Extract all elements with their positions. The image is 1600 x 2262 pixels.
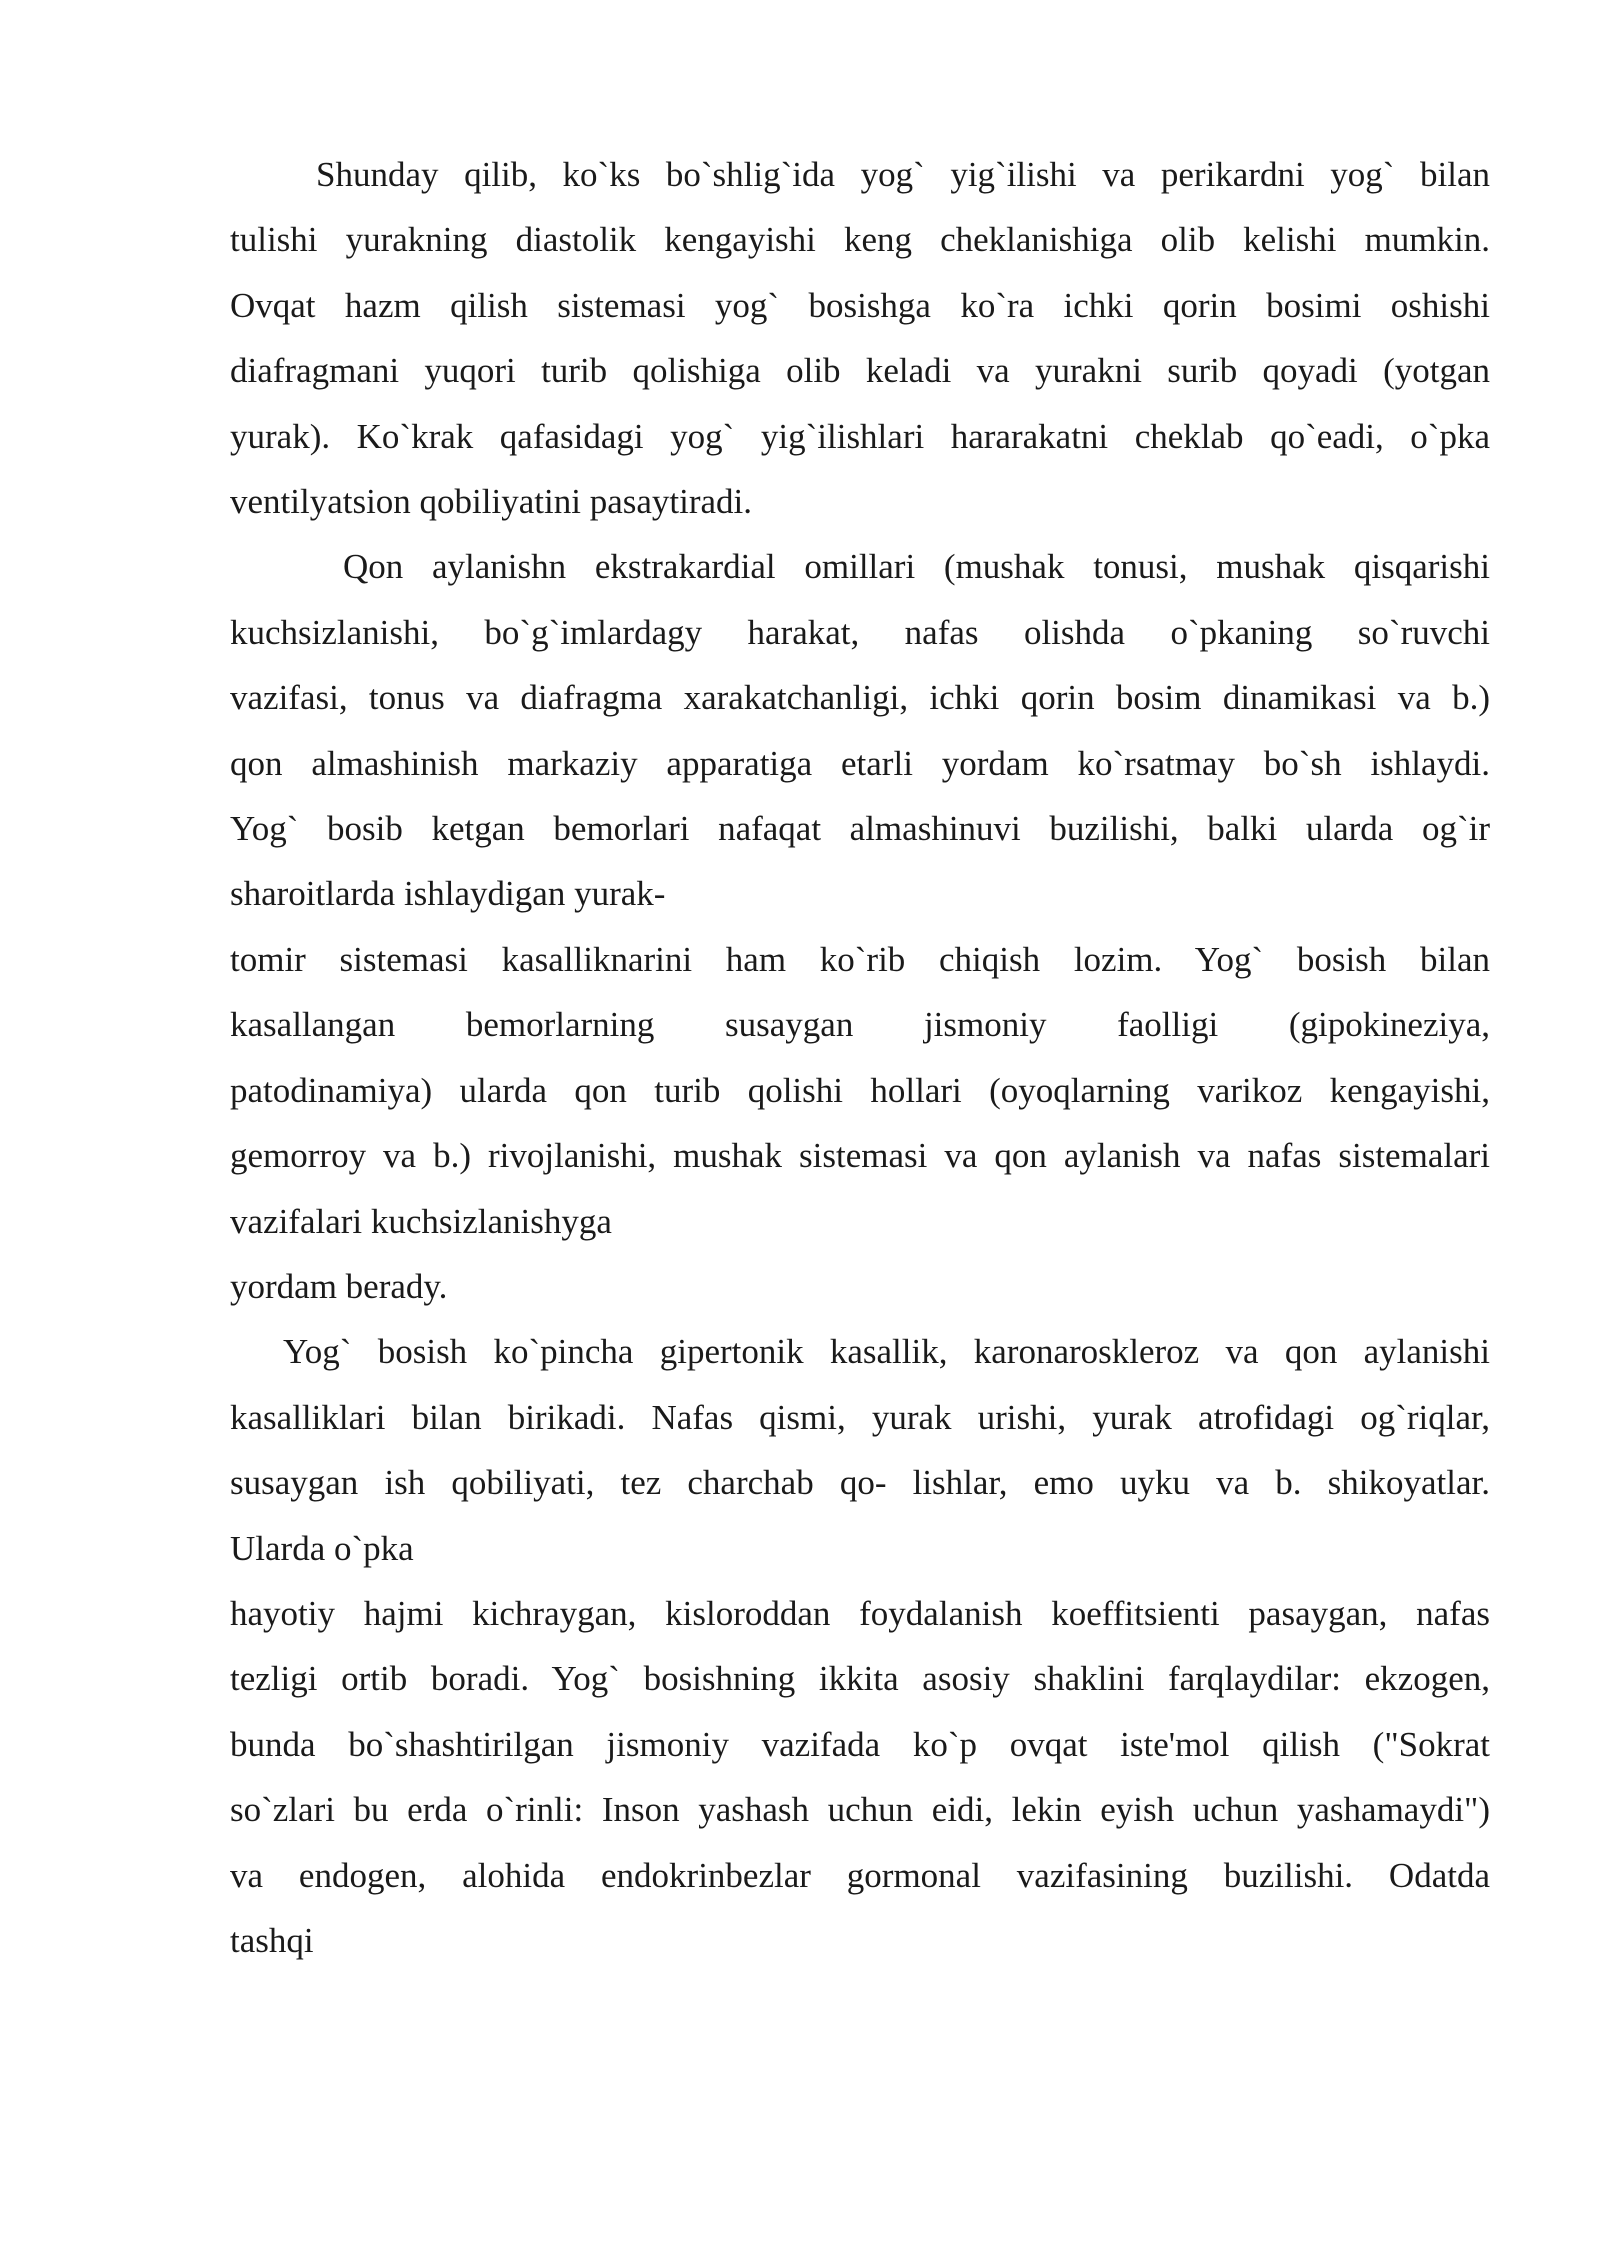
paragraph-5-continued <box>230 1385 1490 1581</box>
text-line: Ovqat hazm qilish sistemasi yog` bosishga ko`ra ichki qorin bosimi oshishi <box>230 285 1490 325</box>
document-body <box>230 142 1490 1973</box>
text-line: Yog` bosib ketgan bemorlari nafaqat almashinuvi buzilishi, balki ularda og`ir <box>230 809 1490 849</box>
text-line: ventilyatsion qobiliyatini pasaytiradi. <box>230 482 752 522</box>
text-line: gemorroy va b.) rivojlanishi, mushak sistemasi va qon aylanish va nafas sistemalari <box>230 1136 1490 1176</box>
text-line: kuchsizlanishi, bo`g`imlardagy harakat, nafas olishda o`pkaning so`ruvchi <box>230 612 1490 652</box>
text-line: qon almashinish markaziy apparatiga etarli yordam ko`rsatmay bo`sh ishlaydi. <box>230 743 1490 783</box>
paragraph-1-continued <box>230 207 1490 534</box>
text-line: patodinamiya) ularda qon turib qolishi hollari (oyoqlarning varikoz kengayishi, <box>230 1070 1490 1110</box>
text-line: sharoitlarda ishlaydigan yurak- <box>230 874 666 914</box>
text-line: vazifasi, tonus va diafragma xarakatchanligi, ichki qorin bosim dinamikasi va b.) <box>230 678 1490 718</box>
text-line: Yog` bosish ko`pincha gipertonik kasallik, karonaroskleroz va qon aylanishi <box>283 1332 1490 1372</box>
paragraph-2 <box>230 534 1490 599</box>
text-line: kasalliklari bilan birikadi. Nafas qismi, yurak urishi, yurak atrofidagi og`riqlar, <box>230 1397 1490 1437</box>
text-line: Ularda o`pka <box>230 1528 414 1568</box>
text-line: Qon aylanishn ekstrakardial omillari (mushak tonusi, mushak qisqarishi <box>343 547 1490 587</box>
text-line: tezligi ortib boradi. Yog` bosishning ikkita asosiy shaklini farqlaydilar: ekzogen, <box>230 1659 1490 1699</box>
text-line: bunda bo`shashtirilgan jismoniy vazifada ko`p ovqat iste'mol qilish ("Sokrat <box>230 1724 1490 1764</box>
text-line: vazifalari kuchsizlanishyga <box>230 1201 612 1241</box>
text-line: yordam berady. <box>230 1266 448 1306</box>
text-line: hayotiy hajmi kichraygan, kisloroddan foydalanish koeffitsienti pasaygan, nafas <box>230 1593 1490 1633</box>
text-line: tomir sistemasi kasalliknarini ham ko`rib chiqish lozim. Yog` bosish bilan <box>230 939 1490 979</box>
text-line: tashqi <box>230 1920 314 1960</box>
text-line: tulishi yurakning diastolik kengayishi keng cheklanishiga olib kelishi mumkin. <box>230 220 1490 260</box>
text-line: so`zlari bu erda o`rinli: Inson yashash uchun eidi, lekin eyish uchun yashamaydi") <box>230 1790 1490 1830</box>
text-line: susaygan ish qobiliyati, tez charchab qo- lishlar, emo uyku va b. shikoyatlar. <box>230 1463 1490 1503</box>
text-line: va endogen, alohida endokrinbezlar gormonal vazifasining buzilishi. Odatda <box>230 1855 1490 1895</box>
paragraph-5 <box>230 1319 1490 1384</box>
text-line: diafragmani yuqori turib qolishiga olib keladi va yurakni surib qoyadi (yotgan <box>230 351 1490 391</box>
text-line: kasallangan bemorlarning susaygan jismoniy faolligi (gipokineziya, <box>230 1005 1490 1045</box>
paragraph-1 <box>230 142 1490 207</box>
paragraph-3 <box>230 927 1490 1254</box>
paragraph-2-continued <box>230 600 1490 927</box>
text-line: Shunday qilib, ko`ks bo`shlig`ida yog` yig`ilishi va perikardni yog` bilan <box>316 155 1490 194</box>
text-line: yurak). Ko`krak qafasidagi yog` yig`ilishlari hararakatni cheklab qo`eadi, o`pka <box>230 416 1490 456</box>
paragraph-4 <box>230 1254 1490 1319</box>
paragraph-6 <box>230 1581 1490 1973</box>
